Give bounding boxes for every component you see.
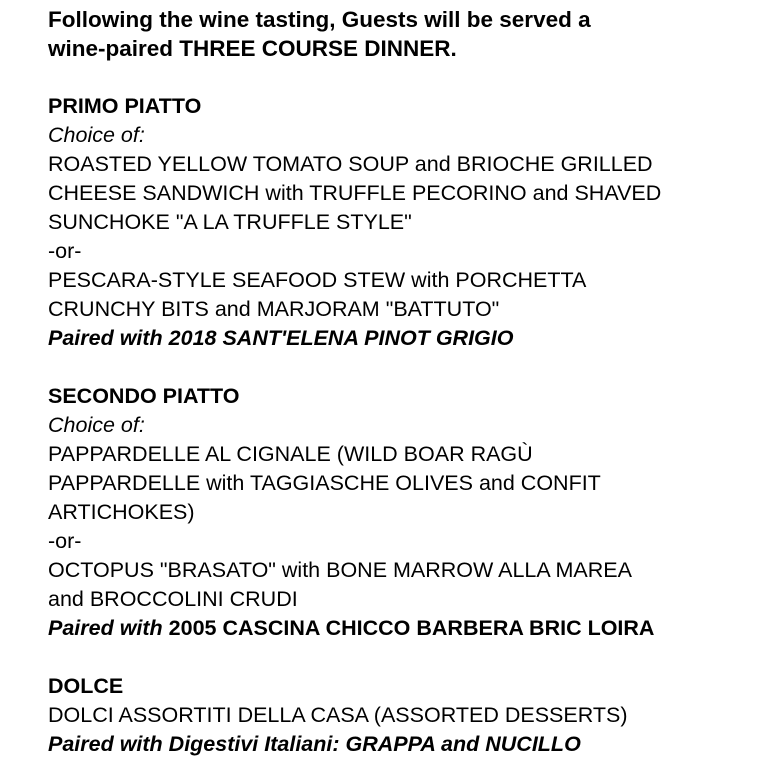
- section-secondo-piatto: [48, 382, 768, 643]
- menu-item-line: SUNCHOKE "A LA TRUFFLE STYLE": [48, 210, 412, 234]
- or-separator: -or-: [48, 239, 82, 263]
- intro-line: wine-paired THREE COURSE DINNER.: [48, 36, 457, 61]
- section-heading: PRIMO PIATTO: [48, 94, 202, 118]
- menu-item-line: PAPPARDELLE AL CIGNALE (WILD BOAR RAGÙ: [48, 442, 533, 466]
- menu-item-line: OCTOPUS "BRASATO" with BONE MARROW ALLA MAREA: [48, 558, 632, 582]
- choice-label: Choice of:: [48, 413, 145, 437]
- menu-item-line: CHEESE SANDWICH with TRUFFLE PECORINO and SHAVED: [48, 181, 662, 205]
- intro-line: Following the wine tasting, Guests will be served a: [48, 7, 591, 32]
- section-primo-piatto: [48, 92, 768, 353]
- menu-item-line: PESCARA-STYLE SEAFOOD STEW with PORCHETTA: [48, 268, 587, 292]
- choice-label: Choice of:: [48, 123, 145, 147]
- menu-item-line: and BROCCOLINI CRUDI: [48, 587, 298, 611]
- menu-item-line: DOLCI ASSORTITI DELLA CASA (ASSORTED DESSERTS): [48, 703, 628, 727]
- menu-item-line: PAPPARDELLE with TAGGIASCHE OLIVES and CONFIT: [48, 471, 601, 495]
- section-heading: DOLCE: [48, 674, 124, 698]
- section-dolce: [48, 672, 768, 759]
- menu-item-line: CRUNCHY BITS and MARJORAM "BATTUTO": [48, 297, 500, 321]
- pairing-prefix: Paired with Digestivi Italiani: GRAPPA and NUCILLO: [48, 732, 581, 756]
- or-separator: -or-: [48, 529, 82, 553]
- pairing-prefix: Paired with: [48, 616, 169, 640]
- wine-pairing: [48, 324, 768, 353]
- wine-pairing: [48, 614, 768, 643]
- section-heading: SECONDO PIATTO: [48, 384, 240, 408]
- menu-item-line: ARTICHOKES): [48, 500, 195, 524]
- pairing-prefix: Paired with 2018 SANT'ELENA PINOT GRIGIO: [48, 326, 514, 350]
- pairing-wine: 2005 CASCINA CHICCO BARBERA BRIC LOIRA: [168, 616, 655, 640]
- intro-text: [48, 5, 768, 63]
- wine-pairing: [48, 730, 768, 759]
- menu-item-line: ROASTED YELLOW TOMATO SOUP and BRIOCHE GRILLED: [48, 152, 653, 176]
- menu-document: [48, 0, 768, 759]
